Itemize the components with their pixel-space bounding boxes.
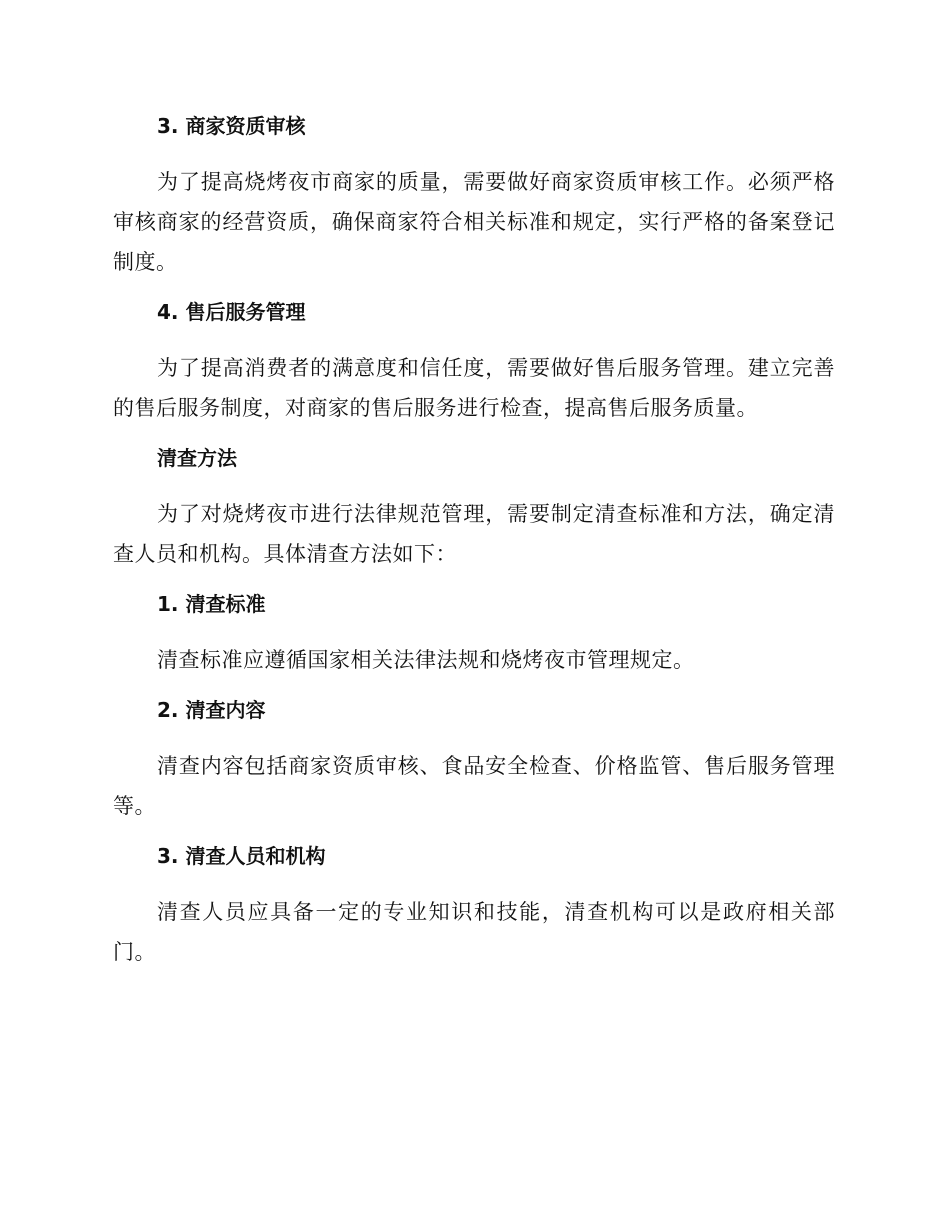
section-heading: 2. 清查内容 (157, 698, 266, 722)
section-paragraph: 清查内容包括商家资质审核、食品安全检查、价格监管、售后服务管理等。 (113, 754, 835, 818)
document-content (113, 108, 835, 984)
section-heading: 4. 售后服务管理 (157, 300, 306, 324)
section-paragraph: 清查标准应遵循国家相关法律法规和烧烤夜市管理规定。 (157, 648, 695, 672)
section-heading: 清查方法 (157, 446, 237, 470)
section-paragraph: 为了提高消费者的满意度和信任度，需要做好售后服务管理。建立完善的售后服务制度，对商家的售后服务进行检查，提高售后服务质量。 (113, 356, 835, 420)
section-paragraph: 清查人员应具备一定的专业知识和技能，清查机构可以是政府相关部门。 (113, 900, 835, 964)
section-heading: 3. 清查人员和机构 (157, 844, 326, 868)
section-paragraph: 为了提高烧烤夜市商家的质量，需要做好商家资质审核工作。必须严格审核商家的经营资质，确保商家符合相关标准和规定，实行严格的备案登记制度。 (113, 170, 835, 274)
section-paragraph: 为了对烧烤夜市进行法律规范管理，需要制定清查标准和方法，确定清查人员和机构。具体清查方法如下： (113, 502, 835, 566)
section-heading: 1. 清查标准 (157, 592, 266, 616)
section-heading: 3. 商家资质审核 (157, 114, 306, 138)
